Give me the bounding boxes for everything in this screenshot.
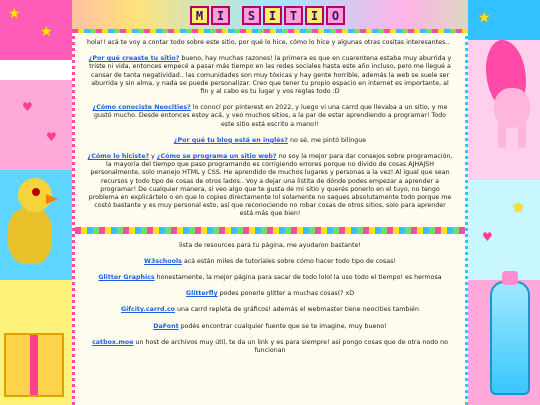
resource-item	[87, 258, 453, 266]
resource-desc: acá están miles de tutoriales sobre cómo hacer todo tipo de cosas!	[181, 257, 396, 265]
right-decoration	[468, 0, 540, 405]
resource-desc: un host de archivos muy útil, te da un link y es para siempre! así pongo cosas que de otra nodo no funcionan	[133, 338, 448, 355]
intro-text: hola!! acá te voy a contar todo sobre este sitio, por qué lo hice, cómo lo hice y algunas otras cositas interesantes..	[87, 39, 450, 46]
faq-item	[87, 137, 453, 145]
resource-link-gifcity[interactable]: Gifcity.carrd.co	[120, 306, 176, 314]
title-letter: S	[242, 6, 261, 25]
faq-connector: y	[149, 153, 157, 161]
heart-icon: ♥	[482, 230, 493, 244]
title-space	[232, 6, 240, 25]
resources-title: lista de resources para tu página, me ayudaron bastante!	[179, 241, 361, 249]
resource-desc: una carrd repleta de gráficos! además el webmaster tiene neocities también	[175, 306, 420, 314]
resource-desc: honestamente, la mejor página para sacar de todo lolol la uso todo el tiempo! es hermosa	[154, 274, 442, 282]
pony-icon	[480, 40, 536, 150]
left-decoration	[0, 0, 72, 405]
star-icon: ★	[40, 24, 53, 40]
faq-question-secondary: ¿Cómo se programa un sitio web?	[156, 153, 277, 161]
faq-question: ¿Cómo conociste Neocities?	[92, 104, 191, 112]
page-title	[190, 6, 345, 25]
faq-question: ¿Por qué tu blog está en inglés?	[173, 136, 288, 144]
bird-icon	[2, 178, 56, 268]
faq-item	[87, 153, 453, 219]
resource-desc: podés encontrar cualquier fuente que se te imagine, muy bueno!	[178, 322, 387, 330]
title-letter: T	[284, 6, 303, 25]
star-icon: ★	[8, 6, 21, 22]
star-icon: ★	[478, 10, 491, 26]
bottle-icon	[490, 281, 530, 395]
heart-icon: ♥	[46, 130, 57, 144]
resource-link-glitterfly[interactable]: Glitterfly	[185, 290, 218, 298]
resource-item	[87, 323, 453, 331]
faq-answer: no sé, me pintó bilingue	[287, 136, 367, 144]
resource-desc: podes ponerle glitter a muchas cosas(? xD	[217, 290, 355, 298]
faq-question: ¿Por qué creaste tu sitio?	[88, 55, 180, 63]
resource-link-catbox[interactable]: catbox.moe	[92, 338, 134, 346]
resource-link-glitter-graphics[interactable]: Glitter Graphics	[98, 274, 155, 282]
heart-icon: ♥	[22, 100, 33, 114]
title-letter: I	[263, 6, 282, 25]
faq-answer: lo conocí por pinterest en 2022, y luego vi una carrd que llevaba a un sitio, y me gustó mucho. Desde entonces estoy acá, y veo muchos sitios, a la par de estar aprendiendo a programar! Todo este sitio está escrito a mano!!	[94, 104, 448, 128]
resource-item	[87, 290, 453, 298]
resource-link-w3schools[interactable]: W3schools	[144, 257, 182, 265]
gift-icon	[4, 333, 64, 397]
divider	[75, 227, 465, 234]
faq-question: ¿Cómo lo hiciste?	[87, 153, 150, 161]
star-icon: ★	[512, 200, 525, 216]
title-letter: I	[305, 6, 324, 25]
faq-answer: bueno, hay muchas razones! la primera es que en cuarentena estaba muy aburrida y triste ni vida, entonces empecé a pasar más tiempo en las redes sociales hasta este año incluso, pero me llegué a cansar de tanta negatividad.. las comunidades son muy tóxicas y hay gente horrible, además la web se suele ser aburrida y sin alma, y nada se puede personalizar. Creo que tener tu propio espacio en internet es importante, al fin y al cabo es tu lugar y vos reglas todo :D	[89, 55, 452, 96]
faq-item	[87, 55, 453, 96]
main-content	[72, 29, 468, 405]
title-letter: O	[326, 6, 345, 25]
faq-item	[87, 104, 453, 129]
resource-item	[87, 274, 453, 282]
title-letter: M	[190, 6, 209, 25]
content-body	[75, 29, 465, 355]
resource-item	[87, 339, 453, 355]
resource-item	[87, 306, 453, 314]
title-letter: I	[211, 6, 230, 25]
faq-answer: no soy la mejor para dar consejos sobre programación, la mayoría del tiempo que paso programando es corrigiendo errores porque no divido de cosas AJHAJSH personalmente, solo manejo HTML y CSS. He aprendido de muchos lugares y personas a la vez! Al igual que sean recursos y todo tipo de cosas de otros lados.. Voy a dejar una listita de dónde podes empezar a aprender a programar! De cualquier manera, si veo algo que te gusta de mi sitio y querés ponerlo en el tuyo, no tengo problema en explicártelo o en que lo copies directamente lol solamente no saques absolutamente todo porque me costó bastante y es muy personal esto, así que reconociendo no robar cosas de otros sitios, solo para aprender está más que bien!	[88, 153, 453, 218]
resource-link-dafont[interactable]: DaFont	[153, 322, 179, 330]
